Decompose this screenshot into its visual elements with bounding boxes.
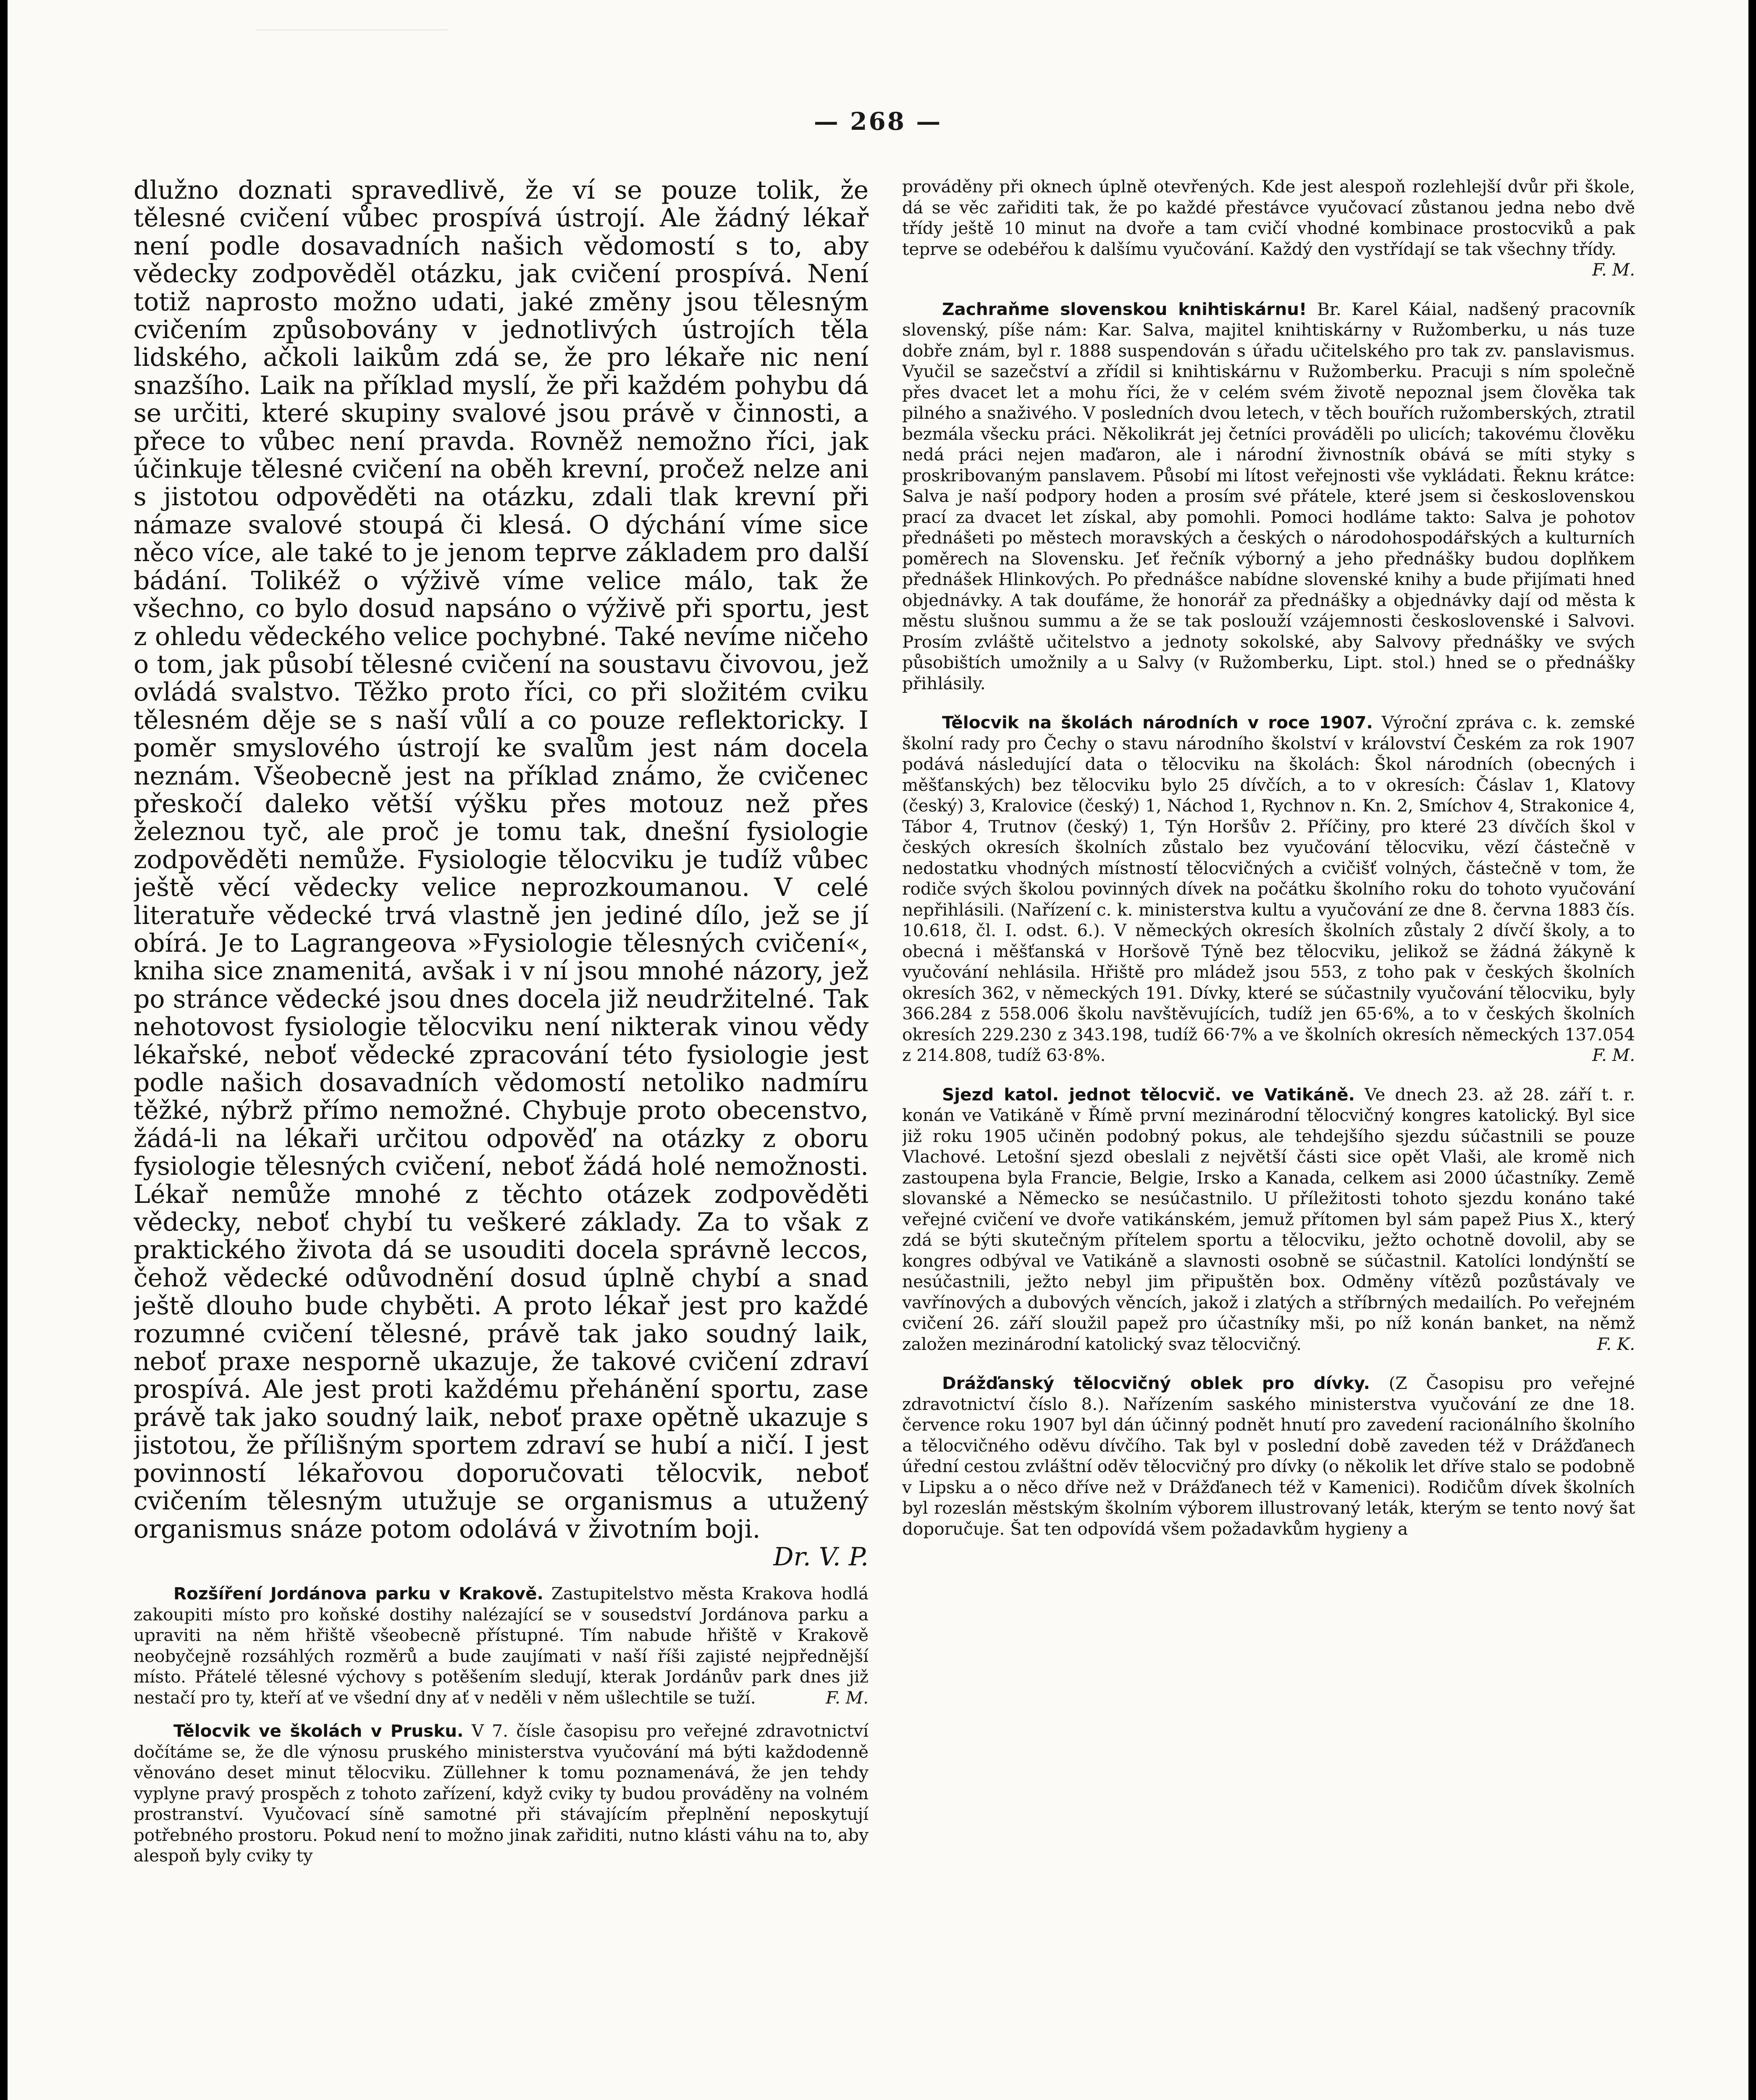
- prussia-paragraph: [134, 1721, 869, 1866]
- vatican-article: [902, 1084, 1635, 1355]
- intro-text: dlužno doznati spravedlivě, že ví se pouze tolik, že tělesné cvičení vůbec prospívá ústrojí. Ale žádný lékař není podle dosavadních našich vědomostí s to, aby vědecky zodpověděl otázku, jak cvičení prospívá. Není totiž naprosto možno udati, jaké změny jsou tělesným cvičením způsobovány v jednotlivých ústrojích těla lidského, ačkoli laikům zdá se, že pro lékaře nic není snazšího. Laik na příklad myslí, že při každém pohybu dá se určiti, které skupiny svalové jsou právě v činnosti, a přece to vůbec není pravda. Rovněž nemožno říci, jak účinkuje tělesné cvičení na oběh krevní, pročež nelze ani s jistotou odpověděti na otázku, zdali tlak krevní při námaze svalové stoupá či klesá. O dýchání víme sice něco více, ale také to je jenom teprve základem pro další bádání. Tolikéž o výživě víme velice málo, tak že všechno, co bylo dosud napsáno o výživě při sportu, jest z ohledu vědeckého velice pochybné. Také nevíme ničeho o tom, jak působí tělesné cvičení na soustavu čivovou, jež ovládá svalstvo. Těžko proto říci, co při složitém cviku tělesném děje se s naší vůlí a co pouze reflektoricky. I poměr smyslového ústrojí ke svalům jest nám docela neznám. Všeobecně jest na příklad známo, že cvičenec přeskočí daleko větší výšku přes motouz než přes železnou tyč, ale proč je tomu tak, dnešní fysiologie zodpověděti nemůže. Fysiologie tělocviku je tudíž vůbec ještě věcí vědecky velice neprozkoumanou. V celé literatuře vědecké trvá vlastně jen jediné dílo, jež se jí obírá. Je to Lagrangeova »Fysiologie tělesných cvičení«, kniha sice znamenitá, avšak i v ní jsou mnohé názory, jež po stránce vědecké jsou dnes docela již neudržitelné. Tak nehotovost fysiologie tělocviku není nikterak vinou vědy lékařské, neboť vědecké zpracování této fysiologie jest podle našich dosavadních vědomostí netoliko nadmíru těžké, nýbrž přímo nemožné. Chybuje proto obecenstvo, žádá-li na lékaři určitou odpověď na otázky z oboru fysiologie tělesných cvičení, neboť žádá holé nemožnosti. Lékař nemůže mnohé z těchto otázek zodpověděti vědecky, neboť chybí tu veškeré základy. Za to však z praktického života dá se usouditi docela správně leccos, čehož vědecké odůvodnění dosud úplně chybí a snad ještě dlouho bude chyběti. A proto lékař jest pro každé rozumné cvičení tělesné, právě tak jako soudný laik, neboť praxe nesporně ukazuje, že takové cvičení zdraví prospívá. Ale jest proti každému přehánění sportu, zase právě tak jako soudný laik, neboť praxe opětně ukazuje s jistotou, že přílišným sportem zdraví se hubí a ničí. I jest povinností lékařovou doporučovati tělocvik, neboť cvičením tělesným utužuje se organismus a utužený organismus snáze potom odolává v životním boji.: [134, 176, 869, 1544]
- prussia-article: [134, 1721, 869, 1866]
- dresden-heading: Drážďanský tělocvičný oblek pro dívky.: [942, 1373, 1370, 1393]
- salva-paragraph: [902, 299, 1635, 694]
- schools-heading: Tělocvik na školách národních v roce 1907.: [942, 712, 1373, 732]
- vatican-paragraph: [902, 1084, 1635, 1355]
- jordan-heading: Rozšíření Jordánova parku v Krakově.: [173, 1583, 543, 1604]
- dresden-paragraph: [902, 1373, 1635, 1539]
- jordan-text: Zastupitelstvo města Krakova hodlá zakoupiti místo pro koňské dostihy nalézající se v sousedství Jordánova parku a upraviti na něm hřiště všeobecně přístupné. Tím nabude hřiště v Krakově neobyčejně rozsáhlých rozměrů a bude zaujímati v naší říši zajisté nejpřednější místo. Přátelé tělesné výchovy s potěšením sledují, kterak Jordánův park dnes již nestačí pro ty, kteří ať ve všední dny ať v neděli v něm ušlechtile se tuží.: [134, 1583, 869, 1708]
- prussia-heading: Tělocvik ve školách v Prusku.: [173, 1721, 464, 1741]
- prussia-continued-paragraph: [902, 176, 1635, 280]
- jordan-signature: F. M.: [826, 1687, 869, 1708]
- vatican-heading: Sjezd katol. jednot tělocvič. ve Vatikáně.: [942, 1084, 1355, 1105]
- intro-article: [134, 176, 869, 1571]
- vatican-signature: F. K.: [1597, 1334, 1635, 1354]
- vatican-text: Ve dnech 23. až 28. září t. r. konán ve Vatikáně v Římě první mezinárodní tělocvičný kongres katolický. Byl sice již roku 1905 učiněn podobný pokus, ale tehdejšího sjezdu súčastnili se pouze Vlachové. Letošní sjezd obeslali z největší části sice opět Vlaši, ale kromě nich zastoupena byla Francie, Belgie, Irsko a Kanada, celkem asi 2000 účastníky. Země slovanské a Německo se nesúčastnilo. U příležitosti tohoto sjezdu konáno také veřejné cvičení ve dvoře vatikánském, jemuž přítomen byl sám papež Pius X., který zdá se býti skutečným přítelem sportu a tělocviku, ježto ochotně dovolil, aby se kongres odbýval ve Vatikáně a slavnosti osobně se súčastnil. Katolíci londýnští se nesúčastnili, ježto nebyl jim připuštěn box. Odměny vítězů pozůstávaly ve vavřínových a dubových věncích, jakož i zlatých a stříbrných medailích. Po veřejném cvičení 26. září sloužil papež pro účastníky mši, po níž konán banket, na němž založen mezinárodní katolický svaz tělocvičný.: [902, 1084, 1635, 1354]
- prussia-text: V 7. čísle časopisu pro veřejné zdravotnictví dočítáme se, že dle výnosu pruského ministerstva vyučování má býti každodenně věnováno deset minut tělocviku. Züllehner k tomu poznamenává, že jen tehdy vyplyne pravý prospěch z tohoto zařízení, když cviky ty budou prováděny na volném prostranství. Vyučovací síně samotné při stávajícím přeplnění neposkytují potřebného prostoru. Pokud není to možno jinak zařiditi, nutno klásti váhu na to, aby alespoň byly cviky ty: [134, 1721, 869, 1866]
- dresden-article: [902, 1373, 1635, 1539]
- prussia-continued-text: prováděny při oknech úplně otevřených. Kde jest alespoň rozlehlejší dvůr při škole, dá se věc zařiditi tak, že po každé přestávce vyučovací zůstanou jedna nebo dvě třídy ještě 10 minut na dvoře a tam cvičí vhodné kombinace prostocviků a pak teprve se odebéřou k dalšímu vyučování. Každý den vystřídají se tak všechny třídy.: [902, 176, 1635, 259]
- left-column: [134, 176, 869, 2100]
- schools-article: [902, 712, 1635, 1066]
- jordan-article: [134, 1583, 869, 1708]
- right-column: [902, 176, 1635, 2100]
- salva-heading: Zachraňme slovenskou knihtiskárnu!: [942, 299, 1307, 319]
- schools-paragraph: [902, 712, 1635, 1066]
- intro-signature: Dr. V. P.: [773, 1542, 869, 1572]
- schools-signature: F. M.: [1592, 1045, 1635, 1065]
- jordan-paragraph: [134, 1583, 869, 1708]
- schools-text: Výroční zpráva c. k. zemské školní rady pro Čechy o stavu národního školství v království Českém za rok 1907 podává následující data o tělocviku na školách: Škol národních (obecných i měšťanských) bez tělocviku bylo 25 dívčích, a to v okresích: Čáslav 1, Klatovy (český) 3, Kralovice (český) 1, Náchod 1, Rychnov n. Kn. 2, Smíchov 4, Strakonice 4, Tábor 4, Trutnov (český) 1, Týn Horšův 2. Příčiny, pro které 23 dívčích škol v českých okresích školních zůstalo bez vyučování tělocviku, vězí částečně v nedostatku vhodných místností tělocvičných a cvičišť volných, částečně v tom, že rodiče svých školou povinných dívek na počátku školního roku do tohoto vyučování nepřihlásili. (Nařízení c. k. ministerstva kultu a vyučování ze dne 8. června 1883 čís. 10.618, čl. I. odst. 6.). V německých okresích školních zůstaly 2 dívčí školy, a to obecná i měšťanská v Horšově Týně bez tělocviku, jelikož se žádná žákyně k vyučování nehlásila. Hřiště pro mládež jsou 553, z toho pak v českých školních okresích 362, v německých 191. Dívky, které se súčastnily vyučování tělocviku, byly 366.284 z 558.006 školu navštěvujících, tudíž jen 65·6%, a to v českých školních okresích 229.230 z 343.198, tudíž 66·7% a ve školních okresích německých 137.054 z 214.808, tudíž 63·8%.: [902, 712, 1635, 1065]
- prussia-continued: [902, 176, 1635, 281]
- salva-article: [902, 299, 1635, 694]
- prussia-signature: F. M.: [1592, 260, 1635, 280]
- intro-paragraph: [134, 176, 869, 1572]
- document-page: [8, 0, 1748, 2100]
- scan-artifact: [255, 0, 449, 30]
- dresden-text: (Z Časopisu pro veřejné zdravotnictví číslo 8.). Nařízením saského ministerstva vyučování ze dne 18. července roku 1907 byl dán účinný podnět hnutí pro zavedení racionálního školního a tělocvičného oděvu dívčího. Tak byl v poslední době zaveden též v Drážďanech úřední cestou zvláštní oděv tělocvičný pro dívky (o několik let dříve stalo se podobně v Lipsku a o něco dříve než v Drážďanech též v Kamenici). Rodičům dívek školních byl rozeslán městským školním výborem illustrovaný leták, kterým se tento nový šat doporučuje. Šat ten odpovídá všem požadavkům hygieny a: [902, 1373, 1635, 1539]
- page-number: — 268 —: [814, 107, 942, 136]
- salva-text: Br. Karel Káial, nadšený pracovník slovenský, píše nám: Kar. Salva, majitel knihtiskárny v Ružomberku, u nás tuze dobře znám, byl r. 1888 suspendován s úřadu učitelského pro tak zv. panslavismus. Vyučil se sazečství a zřídil si knihtiskárnu v Ružomberku. Pracuji s ním společně přes dvacet let a mohu říci, že v celém svém životě nepoznal jsem člověka tak pilného a snaživého. V posledních dvou letech, v těch bouřích ružomberských, ztratil bezmála všecku práci. Několikrát jej četníci prováděli po ulicích; takovému člověku nedá práci nejen maďaron, ale i národní živnostník obává se míti styky s proskribovaným panslavem. Působí mi lítost veřejnosti vše vykládati. Řeknu krátce: Salva je naší podpory hoden a prosím své přátele, které jsem si československou prací za dvacet let získal, aby pomohli. Pomoci hodláme takto: Salva je pohotov přednášeti po městech moravských a českých o národohospodářských a kulturních poměrech na Slovensku. Jeť řečník výborný a jeho přednášky budou doplňkem přednášek Hlinkových. Po přednášce nabídne slovenské knihy a bude přijímati hned objednávky. A tak doufáme, že honorář za přednášky a objednávky dají od města k městu slušnou summu a že se tak poslouží vzájemnosti československé i Salvovi. Prosím zvláště učitelstvo a jednoty sokolské, aby Salvovy přednášky ve svých působištích umožnily a u Salvy (v Ružomberku, Lipt. stol.) hned se o přednášky přihlásily.: [902, 299, 1635, 693]
